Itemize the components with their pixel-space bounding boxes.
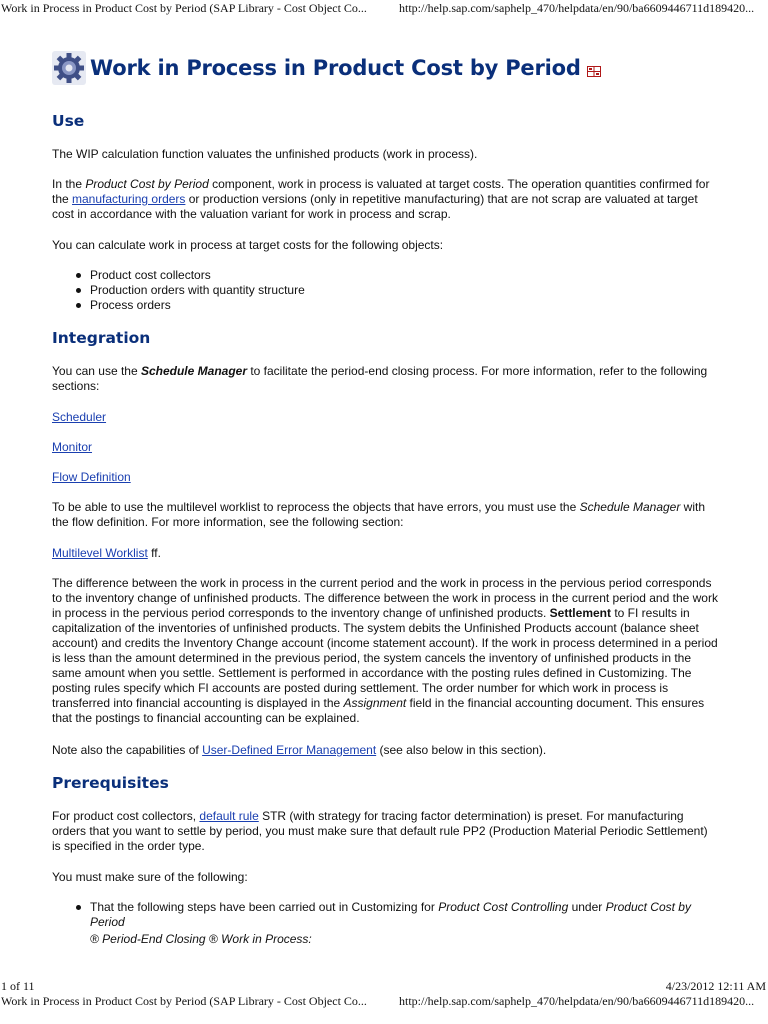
use-paragraph-1: The WIP calculation function valuates the unfinished products (work in process). xyxy=(52,147,478,161)
integration-paragraph-4: Note also the capabilities of User-Defined Error Management (see also below in this section). xyxy=(52,743,547,757)
flow-definition-link[interactable]: Flow Definition xyxy=(52,470,131,484)
page-title: Work in Process in Product Cost by Period xyxy=(90,56,581,80)
default-rule-link[interactable]: default rule xyxy=(199,809,259,823)
integration-paragraph-1: You can use the Schedule Manager to facilitate the period-end closing process. For more information, refer to the following sections: xyxy=(52,364,708,393)
scheduler-link-row xyxy=(52,410,718,425)
flow-definition-link-row xyxy=(52,470,718,485)
section-heading-use: Use xyxy=(52,112,85,130)
print-header-title: Work in Process in Product Cost by Period (SAP Library - Cost Object Co... xyxy=(1,1,367,15)
page-title-row xyxy=(52,48,718,88)
object-list xyxy=(52,268,305,313)
print-footer-header xyxy=(0,993,768,1009)
page-number: 1 of 11 xyxy=(1,979,35,993)
print-footer-title: Work in Process in Product Cost by Period (SAP Library - Cost Object Co... xyxy=(1,994,367,1008)
integration-paragraph-2: To be able to use the multilevel worklist to reprocess the objects that have errors, you must use the Schedule Manager with the flow definition. For more information, see the following section: xyxy=(52,500,706,529)
section-heading-prerequisites: Prerequisites xyxy=(52,774,169,792)
prerequisites-paragraph-1: For product cost collectors, default rule STR (with strategy for tracing factor determination) is preset. For manufacturing orders that you want to settle by period, you must make sure that default rule PP2 (Production Material Periodic Settlement) is specified in the order type. xyxy=(52,809,708,853)
integration-paragraph-3: The difference between the work in process in the current period and the work in process in the pervious period corresponds to the inventory change of unfinished products. The difference between the work in process in the current period and the work in process in the pervious period corresponds to the inventory change of unfinished products. Settlement to FI results in capitalization of the inventories of unfinished products. The system debits the Unfinished Products account (balance sheet account) and credits the Inventory Change account (income statement account). If the work in process determined in a period is less than the amount determined in the previous period, the system cancels the inventory of unfinished products in the same amount when you settle. Settlement is performed in accordance with the posting rules defined in Customizing. The posting rules specify which FI accounts are posted during settlement. The order number for which work in process is transferred into financial accounting is displayed in the Assignment field in the financial accounting document. This ensures that the postings to financial accounting can be explained. xyxy=(52,576,718,725)
print-footer xyxy=(0,979,768,993)
use-paragraph-3: You can calculate work in process at target costs for the following objects: xyxy=(52,238,444,252)
manufacturing-orders-link[interactable]: manufacturing orders xyxy=(72,192,186,206)
monitor-link[interactable]: Monitor xyxy=(52,440,93,454)
user-defined-error-management-link[interactable]: User-Defined Error Management xyxy=(202,743,377,757)
print-header xyxy=(0,0,768,16)
scheduler-link[interactable]: Scheduler xyxy=(52,410,107,424)
list-item: Production orders with quantity structure xyxy=(90,283,305,297)
section-heading-integration: Integration xyxy=(52,329,151,347)
list-item: Process orders xyxy=(90,298,305,313)
prerequisites-list xyxy=(52,900,718,930)
prerequisites-paragraph-2: You must make sure of the following: xyxy=(52,870,248,884)
list-item: Product cost collectors xyxy=(90,268,305,283)
print-footer-url: http://help.sap.com/saphelp_470/helpdata/en/90/ba6609446711d189420... xyxy=(399,994,755,1008)
print-datetime: 4/23/2012 12:11 AM xyxy=(665,979,766,993)
multilevel-worklist-link[interactable]: Multilevel Worklist xyxy=(52,546,148,560)
multilevel-worklist-row: Multilevel Worklist ff. xyxy=(52,546,161,560)
external-link-icon[interactable] xyxy=(587,66,601,77)
print-header-url: http://help.sap.com/saphelp_470/helpdata/en/90/ba6609446711d189420... xyxy=(399,1,755,15)
list-item: That the following steps have been carried out in Customizing for Product Cost Controlling under Product Cost by Period xyxy=(90,900,718,930)
gear-icon xyxy=(52,51,86,85)
document-body xyxy=(52,48,718,946)
use-paragraph-2: In the Product Cost by Period component, work in process is valuated at target costs. The operation quantities confirmed for the manufacturing orders or production versions (only in repetitive manufacturing) that are not scrap are valuated at target cost in accordance with the valuation variant for work in process and scrap. xyxy=(52,177,710,221)
monitor-link-row xyxy=(52,440,718,455)
menu-path: ® Period-End Closing ® Work in Process: xyxy=(90,932,312,946)
